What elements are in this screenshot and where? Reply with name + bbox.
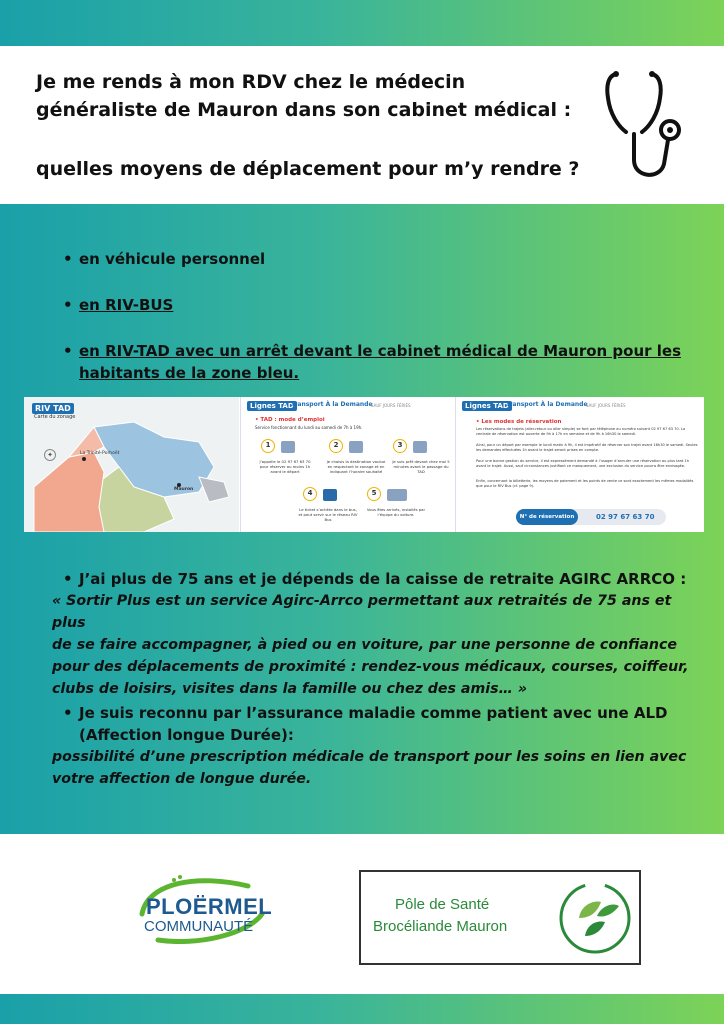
step-1-number: 1 [261,439,275,453]
footer [0,834,724,994]
phone-icon [281,441,295,453]
riv-bus-link[interactable]: en RIV-BUS [79,296,174,314]
agirc-quote-line: « Sortir Plus est un service Agirc-Arrco permettant aux retraités de 75 ans et plus [52,593,672,631]
resa-section: • Les modes de réservation [476,419,562,425]
agirc-label: J’ai plus de 75 ans et je dépends de la caisse de retraite AGIRC ARRCO : [79,570,687,588]
house-icon [413,441,427,453]
header [0,46,724,204]
resa-paragraph-3: Pour une bonne gestion du service, il est expressément demandé à l’usager d’annuler une réservation au plus tard 1h avant le trajet. Aussi, sauf circonstances justifiant ce manquement, une exclusion du service pourra être envisagée. [476,459,690,468]
ploermel-communaute: COMMUNAUTÉ [144,918,254,935]
agirc-quote-line: pour des déplacements de proximité : rendez-vous médicaux, courses, coiffeur, [52,659,689,675]
page-title [36,68,596,124]
mode-heading: Transport À la Demande [291,401,373,408]
pole-sante-title: Pôle de Santé [395,896,490,913]
page-subtitle: quelles moyens de déplacement pour m’y rendre ? [36,158,580,180]
agirc-quote-line: clubs de loisirs, visites dans la famille ou chez des amis… » [52,681,527,697]
option-vehicle-label: en véhicule personnel [79,250,266,268]
bus-icon [387,489,407,501]
option-vehicle [63,248,266,270]
stethoscope-icon [604,68,694,186]
bullet-dot: • [63,570,73,588]
top-gradient-band [0,0,724,46]
mode-section: • TAD : mode d’emploi [255,417,325,423]
step-2-number: 2 [329,439,343,453]
mode-note: SAUF JOURS FÉRIÉS [371,403,411,408]
option-riv-tad[interactable] [63,340,689,384]
bullet-dot: • [63,704,73,722]
resa-paragraph-2: Ainsi, pour un départ par exemple le lundi matin à 9h, il est impératif de réserver son trajet avant 16h30 le samedi. Seules les demandes effectuées 1h avant le trajet seront prises en compte. [476,443,698,452]
map-marker-mauron: Mauron [174,487,194,492]
bullet-dot: • [63,296,73,314]
option-agirc [63,568,687,590]
resa-paragraph-1: Les réservations de trajets (aller-retour ou aller simple) se font par téléphone au numéro suivant 02 97 67 63 70. La centrale de réservation est ouverte de 9h à 17h en semaine et de 9h à 16h30 le samedi. [476,427,686,436]
bullet-dot: • [63,342,73,360]
bullet-dot: • [63,250,73,268]
step-4-text: Le ticket s’achète dans le bus, et peut servir sur le réseau RIV Bus [298,507,358,522]
calendar-icon [349,441,363,453]
tad-map-panel [24,397,239,532]
ploermel-communaute-logo [138,874,273,944]
option-ald [63,702,679,746]
title-line-1: Je me rends à mon RDV chez le médecin [36,71,466,93]
option-riv-bus[interactable] [63,294,174,316]
ald-text [52,746,692,790]
step-4-number: 4 [303,487,317,501]
resa-tag: Lignes TAD [462,401,512,411]
tad-reservation-panel [455,397,704,532]
agirc-quote-line: de se faire accompagner, à pied ou en voiture, par une personne de confiance [52,637,678,653]
ald-label: Je suis reconnu par l’assurance maladie comme patient avec une ALD [79,704,668,722]
ploermel-name: PLOËRMEL [146,894,273,919]
step-1-text: J’appelle le 02 97 67 63 70 pour réserver au moins 1h avant le départ [259,459,311,474]
reservation-pill [516,509,666,525]
bottom-gradient-band [0,994,724,1024]
mode-intro: Service fonctionnant du lundi au samedi de 7h à 19h. [255,425,363,430]
riv-tad-link-line2[interactable]: habitants de la zone bleu. [79,364,300,382]
resa-paragraph-4: Enfin, concernant la billetterie, les moyens de paiement et les points de vente ce sont exactement les mêmes modalités que pour le RIV Bus (cf. page 9). [476,479,694,488]
leaves-emblem-icon [557,880,633,956]
step-2-text: Je choisis la destination voulue en respectant le zonage et en indiquant l’horaire souhaité [326,459,386,474]
map-place-label: La Trinité-Porhoët [80,451,120,456]
riv-tad-link[interactable]: en RIV-TAD avec un arrêt devant le cabinet médical de Mauron pour les [79,342,682,360]
main-content [0,204,724,834]
agirc-quote [52,590,692,700]
reservation-phone: 02 97 67 63 70 [596,513,655,521]
pole-sante-subtitle: Brocéliande Mauron [373,918,508,935]
map-subtitle: Carte du zonage [34,414,76,420]
tad-brochure-image [24,397,704,532]
ald-label-line2: (Affection longue Durée): [79,726,294,744]
ticket-icon [323,489,337,501]
resa-heading: Transport À la Demande [506,401,588,408]
mode-tag: Lignes TAD [247,401,297,411]
reservation-label: N° de réservation [516,509,578,525]
title-line-2: généraliste de Mauron dans son cabinet médical : [36,99,572,121]
tad-mode-panel [240,397,454,532]
step-3-text: Je suis prêt devant chez moi 5 minutes avant le passage du TAD [392,459,450,474]
ald-text-line: possibilité d’une prescription médicale de transport pour les soins en lien avec [52,749,687,765]
step-5-number: 5 [367,487,381,501]
compass-icon: ✦ [44,449,56,461]
map-tag: RIV TAD [32,403,74,414]
step-5-text: Vous êtes arrivés, installés par l’équipe du voiture. [366,507,426,517]
pole-sante-logo [359,870,641,965]
step-3-number: 3 [393,439,407,453]
ald-text-line: votre affection de longue durée. [52,771,312,787]
resa-note: SAUF JOURS FÉRIÉS [586,403,626,408]
